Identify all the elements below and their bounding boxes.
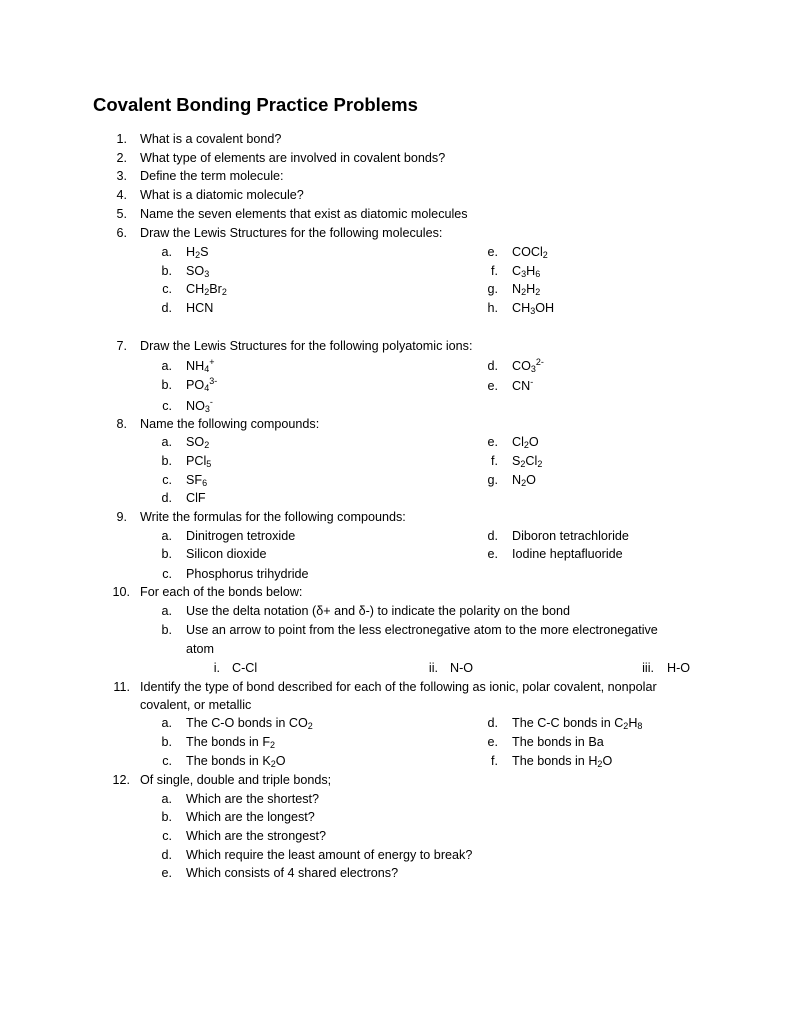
compound-clf: ClF [186,491,206,505]
question-number: 9. [116,510,127,524]
bond-n-o: N-O [450,661,474,675]
item-letter: a. [161,435,172,449]
formula-so3: $SO_3$ [186,264,210,279]
roman-numeral: i. [213,661,220,675]
question-number: 4. [116,188,127,202]
question-number: 8. [116,417,127,431]
sub-question: Which require the least amount of energy to break? [186,848,473,862]
item-letter: b. [161,810,172,824]
compound-so2: $SO_2$ [186,435,210,450]
item-letter: a. [161,245,172,259]
roman-numeral: iii. [642,661,654,675]
item-letter: e. [487,735,498,749]
compound-cl2o: $Cl_2O$ [512,435,539,450]
bond-description: The bonds in $H_2O$ [512,754,613,769]
item-letter: f. [491,454,498,468]
compound-name: Diboron tetrachloride [512,529,629,543]
question-text-continued: covalent, or metallic [140,698,252,712]
question-text: For each of the bonds below: [140,585,303,599]
compound-name: Dinitrogen tetroxide [186,529,296,543]
formula-c3h6: $C_3H_6$ [512,264,541,279]
item-letter: d. [487,359,498,373]
item-letter: b. [161,378,172,392]
formula-hcn: HCN [186,301,214,315]
item-letter: c. [162,829,172,843]
question-text: What type of elements are involved in covalent bonds? [140,151,446,165]
sub-question: Which are the strongest? [186,829,327,843]
question-number: 11. [113,680,130,694]
question-text: Define the term molecule: [140,169,284,183]
item-letter: e. [487,435,498,449]
item-letter: d. [161,301,172,315]
bond-description: The bonds in $F_2$ [186,735,276,750]
item-letter: a. [161,359,172,373]
compound-name: Iodine heptafluoride [512,547,623,561]
question-text: Name the following compounds: [140,417,320,431]
bond-description: The C-O bonds in $CO_2$ [186,716,313,731]
question-number: 2. [116,151,127,165]
item-letter: c. [162,567,172,581]
formula-ch2br2: $CH_2Br_2$ [186,282,227,297]
instruction-text: Use the delta notation (δ+ and δ-) to indicate the polarity on the bond [186,604,571,618]
ion-nh4: $NH_4^+$ [186,357,215,374]
question-text: What is a covalent bond? [140,132,282,146]
item-letter: b. [161,454,172,468]
question-text: Draw the Lewis Structures for the following molecules: [140,226,443,240]
bond-description: The C-C bonds in $C_2H_8$ [512,716,643,731]
question-text: Of single, double and triple bonds; [140,773,332,787]
bond-h-o: H-O [667,661,691,675]
compound-pcl5: PCl$_5$ [186,454,212,469]
compound-name: Silicon dioxide [186,547,267,561]
item-letter: c. [162,754,172,768]
question-number: 5. [116,207,127,221]
formula-n2h2: $N_2H_2$ [512,282,541,297]
item-letter: b. [161,735,172,749]
instruction-text-continued: atom [186,642,214,656]
item-letter: a. [161,529,172,543]
item-letter: d. [487,716,498,730]
item-letter: e. [161,866,172,880]
item-letter: h. [487,301,498,315]
bond-c-cl: C-Cl [232,661,258,675]
item-letter: a. [161,604,172,618]
question-number: 12. [112,773,130,787]
item-letter: d. [161,491,172,505]
roman-numeral: ii. [428,661,438,675]
page-title: Covalent Bonding Practice Problems [93,94,418,115]
item-letter: g. [487,473,498,487]
item-letter: f. [491,754,498,768]
item-letter: b. [161,547,172,561]
sub-question: Which consists of 4 shared electrons? [186,866,399,880]
question-text: What is a diatomic molecule? [140,188,304,202]
item-letter: e. [487,547,498,561]
instruction-text: Use an arrow to point from the less electronegative atom to the more electronegative [186,623,658,637]
item-letter: b. [161,623,172,637]
ion-po4: $PO_4^{3-}$ [186,376,218,393]
question-text: Name the seven elements that exist as diatomic molecules [140,207,468,221]
formula-cocl2: COCl$_2$ [512,245,548,260]
formula-h2s: $H_2S$ [186,245,209,260]
item-letter: c. [162,399,172,413]
item-letter: d. [487,529,498,543]
compound-name: Phosphorus trihydride [186,567,309,581]
item-letter: b. [161,264,172,278]
ion-no3: $NO_3^-$ [186,397,213,414]
ion-co3: $CO_3^{2-}$ [512,357,544,374]
item-letter: a. [161,792,172,806]
item-letter: e. [487,379,498,393]
question-number: 3. [116,169,127,183]
item-letter: f. [491,264,498,278]
question-text: Draw the Lewis Structures for the following polyatomic ions: [140,339,473,353]
question-number: 6. [116,226,127,240]
ion-cn: CN- [512,377,534,393]
item-letter: c. [162,473,172,487]
item-letter: d. [161,848,172,862]
item-letter: g. [487,282,498,296]
question-number: 7. [116,339,127,353]
question-number: 1. [116,132,127,146]
question-text: Identify the type of bond described for each of the following as ionic, polar covalent, nonpolar [140,680,657,694]
sub-question: Which are the longest? [186,810,315,824]
question-number: 10. [112,585,130,599]
bond-description: The bonds in $K_2O$ [186,754,286,769]
compound-sf6: $SF_6$ [186,473,208,488]
formula-ch3oh: $CH_3OH$ [512,301,555,316]
item-letter: c. [162,282,172,296]
compound-s2cl2: $S_2Cl_2$ [512,454,543,469]
compound-n2o: $N_2O$ [512,473,536,488]
item-letter: e. [487,245,498,259]
sub-question: Which are the shortest? [186,792,319,806]
question-text: Write the formulas for the following compounds: [140,510,406,524]
item-letter: a. [161,716,172,730]
bond-description: The bonds in Ba [512,735,604,749]
